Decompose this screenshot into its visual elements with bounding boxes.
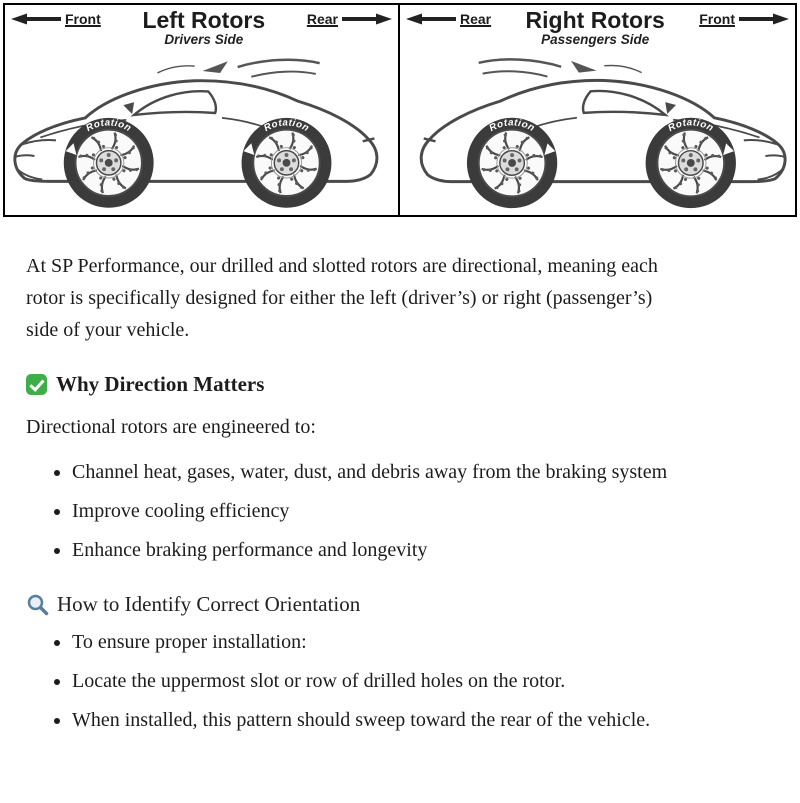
arrow-right-icon <box>739 13 789 25</box>
rotor-direction-diagram <box>3 3 797 217</box>
magnifier-icon <box>26 593 49 616</box>
right-rotors-panel <box>400 5 795 215</box>
direction-label-text: Rear <box>306 11 338 27</box>
arrow-left-icon <box>406 13 456 25</box>
direction-label-text: Rear <box>460 11 492 27</box>
direction-label-text: Front <box>699 11 735 27</box>
orientation-list <box>26 627 774 736</box>
front-direction-label <box>699 11 789 27</box>
right-panel-title-wrap <box>526 8 665 47</box>
arrow-right-icon <box>342 13 392 25</box>
list-item: • Locate the uppermost slot or row of drilled holes on the rotor. <box>72 666 672 697</box>
svg-text:Rotation: Rotation <box>666 117 716 135</box>
heading-text: How to Identify Correct Orientation <box>57 592 361 616</box>
direction-label-text: Front <box>65 11 101 27</box>
list-item: • When installed, this pattern should sweep toward the rear of the vehicle. <box>72 705 672 736</box>
rear-direction-label <box>307 11 392 27</box>
svg-text:Rotation: Rotation <box>84 117 134 135</box>
list-item: • Channel heat, gases, water, dust, and debris away from the braking system <box>72 457 672 488</box>
svg-text:Rotation: Rotation <box>487 117 537 135</box>
panel-title: Right Rotors <box>525 7 665 33</box>
heading-text: Why Direction Matters <box>56 372 265 396</box>
check-mark-icon <box>26 374 47 395</box>
rear-direction-label <box>406 11 491 27</box>
left-panel-header <box>11 9 392 53</box>
panel-subtitle: Passengers Side <box>541 32 650 48</box>
panel-title: Left Rotors <box>142 7 266 33</box>
list-item: • To ensure proper installation: <box>72 627 672 658</box>
why-direction-heading <box>26 372 774 397</box>
identify-orientation-heading <box>26 592 774 617</box>
left-rotors-panel <box>5 5 400 215</box>
left-panel-title-wrap <box>142 8 265 47</box>
panel-subtitle: Drivers Side <box>164 32 244 48</box>
list-item: • Improve cooling efficiency <box>72 496 672 527</box>
list-item: • Enhance braking performance and longevity <box>72 535 672 566</box>
arrow-left-icon <box>11 13 61 25</box>
right-panel-header <box>406 9 789 53</box>
benefits-list <box>26 457 774 566</box>
svg-text:Rotation: Rotation <box>262 117 311 135</box>
front-direction-label <box>11 11 101 27</box>
engineered-lead: Directional rotors are engineered to: <box>26 416 316 438</box>
right-car-illustration <box>406 53 789 215</box>
intro-paragraph: At SP Performance, our drilled and slotted rotors are directional, meaning each rotor is specifically designed for either the left (driver’s) or right (passenger’s) side of your vehicle. <box>26 255 658 341</box>
left-car-illustration <box>11 53 392 215</box>
article-body <box>0 220 800 736</box>
